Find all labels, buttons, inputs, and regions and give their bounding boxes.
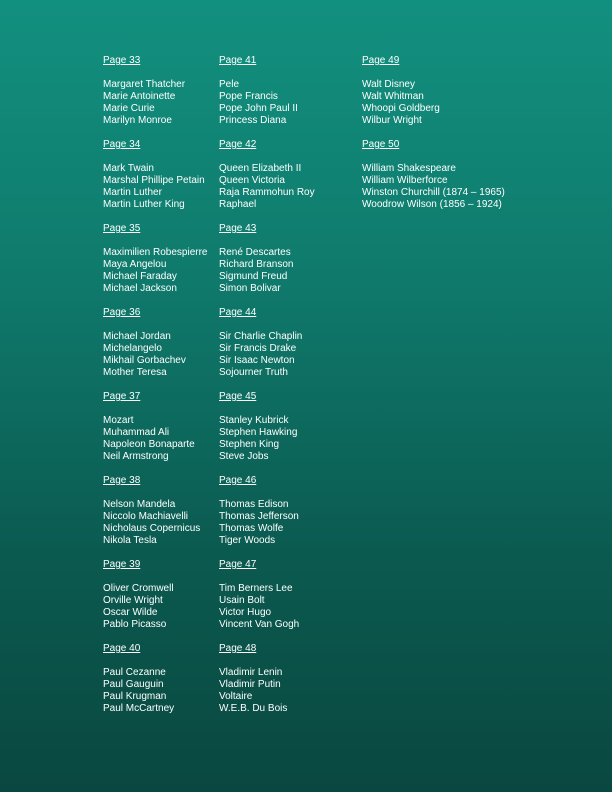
list-item: Vladimir Lenin (219, 667, 283, 678)
page-link[interactable]: Page 35 (103, 223, 141, 234)
list-item: Marshal Phillipe Petain (103, 175, 205, 186)
list-item: Stephen Hawking (219, 427, 298, 438)
list-item: Vincent Van Gogh (219, 619, 300, 630)
list-item: Stephen King (219, 439, 280, 450)
page-link[interactable]: Page 46 (219, 475, 257, 486)
list-item: Pope John Paul II (219, 103, 298, 114)
list-item: W.E.B. Du Bois (219, 703, 288, 714)
list-item: Walt Whitman (362, 91, 424, 102)
page-link[interactable]: Page 39 (103, 559, 141, 570)
list-item: René Descartes (219, 247, 291, 258)
page-link[interactable]: Page 44 (219, 307, 257, 318)
page-link[interactable]: Page 36 (103, 307, 141, 318)
list-item: Sir Isaac Newton (219, 355, 295, 366)
page-link[interactable]: Page 41 (219, 55, 257, 66)
list-item: Paul Krugman (103, 691, 167, 702)
list-item: Nikola Tesla (103, 535, 157, 546)
list-item: Napoleon Bonaparte (103, 439, 195, 450)
page-link[interactable]: Page 45 (219, 391, 257, 402)
list-item: Simon Bolivar (219, 283, 281, 294)
list-item: Tim Berners Lee (219, 583, 293, 594)
list-item: Raja Rammohun Roy (219, 187, 315, 198)
list-item: Woodrow Wilson (1856 – 1924) (362, 199, 502, 210)
list-item: Voltaire (219, 691, 253, 702)
list-item: Vladimir Putin (219, 679, 281, 690)
index-column-3 (362, 55, 602, 223)
list-item: Whoopi Goldberg (362, 103, 440, 114)
index-group (103, 223, 217, 307)
list-item: Nelson Mandela (103, 499, 176, 510)
index-group (219, 475, 359, 559)
list-item: Tiger Woods (219, 535, 276, 546)
list-item: Mother Teresa (103, 367, 167, 378)
page-link[interactable]: Page 40 (103, 643, 141, 654)
page-link[interactable]: Page 38 (103, 475, 141, 486)
list-item: Michael Jordan (103, 331, 171, 342)
index-column-1 (103, 55, 217, 727)
list-item: William Shakespeare (362, 163, 456, 174)
list-item: Thomas Wolfe (219, 523, 284, 534)
list-item: Steve Jobs (219, 451, 269, 462)
list-item: Wilbur Wright (362, 115, 422, 126)
list-item: Mark Twain (103, 163, 154, 174)
list-item: Queen Elizabeth II (219, 163, 302, 174)
list-item: Michael Jackson (103, 283, 177, 294)
list-item: Thomas Jefferson (219, 511, 299, 522)
index-group (103, 475, 217, 559)
list-item: Paul McCartney (103, 703, 175, 714)
list-item: Richard Branson (219, 259, 294, 270)
list-item: Orville Wright (103, 595, 163, 606)
list-item: Queen Victoria (219, 175, 285, 186)
page-link[interactable]: Page 42 (219, 139, 257, 150)
list-item: Marilyn Monroe (103, 115, 172, 126)
index-group (103, 307, 217, 391)
list-item: Martin Luther King (103, 199, 185, 210)
list-item: Thomas Edison (219, 499, 289, 510)
list-item: Sojourner Truth (219, 367, 288, 378)
list-item: Stanley Kubrick (219, 415, 289, 426)
list-item: Nicholaus Copernicus (103, 523, 201, 534)
list-item: Raphael (219, 199, 257, 210)
page-link[interactable]: Page 50 (362, 139, 400, 150)
list-item: Mozart (103, 415, 134, 426)
index-group (219, 643, 359, 727)
list-item: Victor Hugo (219, 607, 272, 618)
index-group (103, 139, 217, 223)
index-group (103, 559, 217, 643)
list-item: Sigmund Freud (219, 271, 288, 282)
list-item: Marie Antoinette (103, 91, 176, 102)
page-link[interactable]: Page 48 (219, 643, 257, 654)
index-group (362, 139, 602, 223)
index-column-2 (219, 55, 359, 727)
page-link[interactable]: Page 37 (103, 391, 141, 402)
index-group (219, 307, 359, 391)
list-item: Muhammad Ali (103, 427, 170, 438)
list-item: William Wilberforce (362, 175, 448, 186)
index-group (103, 391, 217, 475)
list-item: Usain Bolt (219, 595, 265, 606)
list-item: Pablo Picasso (103, 619, 167, 630)
list-item: Oliver Cromwell (103, 583, 174, 594)
list-item: Princess Diana (219, 115, 287, 126)
index-group (219, 55, 359, 139)
list-item: Niccolo Machiavelli (103, 511, 189, 522)
page-link[interactable]: Page 33 (103, 55, 141, 66)
list-item: Winston Churchill (1874 – 1965) (362, 187, 505, 198)
list-item: Mikhail Gorbachev (103, 355, 186, 366)
list-item: Margaret Thatcher (103, 79, 186, 90)
list-item: Sir Francis Drake (219, 343, 297, 354)
list-item: Maya Angelou (103, 259, 167, 270)
list-item: Michelangelo (103, 343, 162, 354)
page-link[interactable]: Page 34 (103, 139, 141, 150)
list-item: Paul Gauguin (103, 679, 164, 690)
list-item: Marie Curie (103, 103, 155, 114)
page-link[interactable]: Page 49 (362, 55, 400, 66)
list-item: Martin Luther (103, 187, 162, 198)
page-link[interactable]: Page 43 (219, 223, 257, 234)
index-group (219, 391, 359, 475)
index-group (103, 55, 217, 139)
list-item: Walt Disney (362, 79, 415, 90)
list-item: Neil Armstrong (103, 451, 169, 462)
list-item: Sir Charlie Chaplin (219, 331, 303, 342)
list-item: Pope Francis (219, 91, 278, 102)
page-link[interactable]: Page 47 (219, 559, 257, 570)
index-group (219, 223, 359, 307)
list-item: Paul Cezanne (103, 667, 166, 678)
index-group (103, 643, 217, 727)
list-item: Oscar Wilde (103, 607, 158, 618)
list-item: Michael Faraday (103, 271, 177, 282)
index-group (219, 559, 359, 643)
list-item: Maximilien Robespierre (103, 247, 208, 258)
index-group (219, 139, 359, 223)
index-group (362, 55, 602, 139)
list-item: Pele (219, 79, 240, 90)
